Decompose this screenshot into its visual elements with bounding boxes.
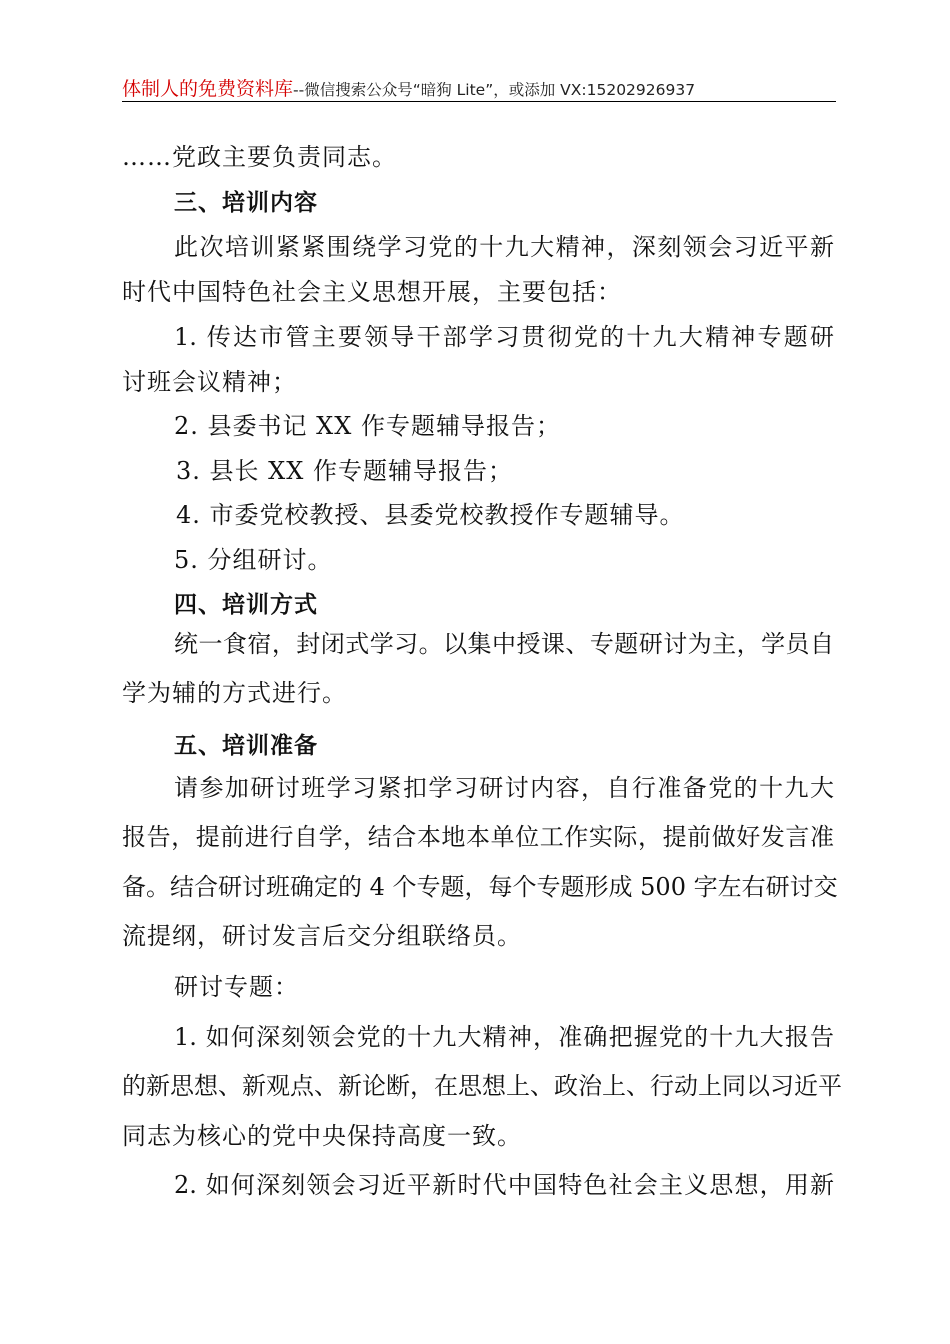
paragraph-line: 的新思想、新观点、新论断，在思想上、政治上、行动上同以习近平 (122, 1072, 842, 1100)
paragraph-line: 统一食宿，封闭式学习。以集中授课、专题研讨为主，学员自 (174, 630, 834, 658)
header-brand: 体制人的免费资料库 (122, 78, 294, 100)
paragraph-line: ……党政主要负责同志。 (122, 143, 397, 171)
paragraph-line: 讨班会议精神； (122, 368, 297, 396)
header-tagline: --微信搜索公众号“暗狗 Lite”，或添加 VX:15202926937 (293, 81, 696, 99)
list-item: 3. 县长 XX 作专题辅导报告； (176, 457, 513, 485)
list-item: 2. 如何深刻领会习近平新时代中国特色社会主义思想，用新 (174, 1171, 834, 1199)
list-item: 2. 县委书记 XX 作专题辅导报告； (174, 412, 561, 440)
subheading-topics: 研讨专题： (174, 973, 299, 1001)
paragraph-line: 报告，提前进行自学，结合本地本单位工作实际，提前做好发言准 (122, 823, 834, 851)
list-item: 1. 传达市管主要领导干部学习贯彻党的十九大精神专题研 (174, 323, 834, 351)
paragraph-line: 同志为核心的党中央保持高度一致。 (122, 1122, 522, 1150)
list-item: 4. 市委党校教授、县委党校教授作专题辅导。 (176, 501, 685, 529)
page-header (122, 74, 834, 100)
paragraph-line: 流提纲，研讨发言后交分组联络员。 (122, 922, 522, 950)
list-item: 1. 如何深刻领会党的十九大精神，准确把握党的十九大报告 (174, 1023, 834, 1051)
paragraph-line: 学为辅的方式进行。 (122, 679, 347, 707)
list-item: 5. 分组研讨。 (174, 546, 333, 574)
section-heading-content: 三、培训内容 (174, 190, 318, 216)
paragraph-line: 备。结合研讨班确定的 4 个专题，每个专题形成 500 字左右研讨交 (122, 873, 838, 901)
paragraph-line: 此次培训紧紧围绕学习党的十九大精神，深刻领会习近平新 (174, 233, 834, 261)
section-heading-method: 四、培训方式 (174, 592, 318, 618)
section-heading-preparation: 五、培训准备 (174, 733, 318, 759)
header-divider (122, 101, 836, 102)
paragraph-line: 请参加研讨班学习紧扣学习研讨内容，自行准备党的十九大 (174, 774, 834, 802)
paragraph-line: 时代中国特色社会主义思想开展，主要包括： (122, 278, 622, 306)
